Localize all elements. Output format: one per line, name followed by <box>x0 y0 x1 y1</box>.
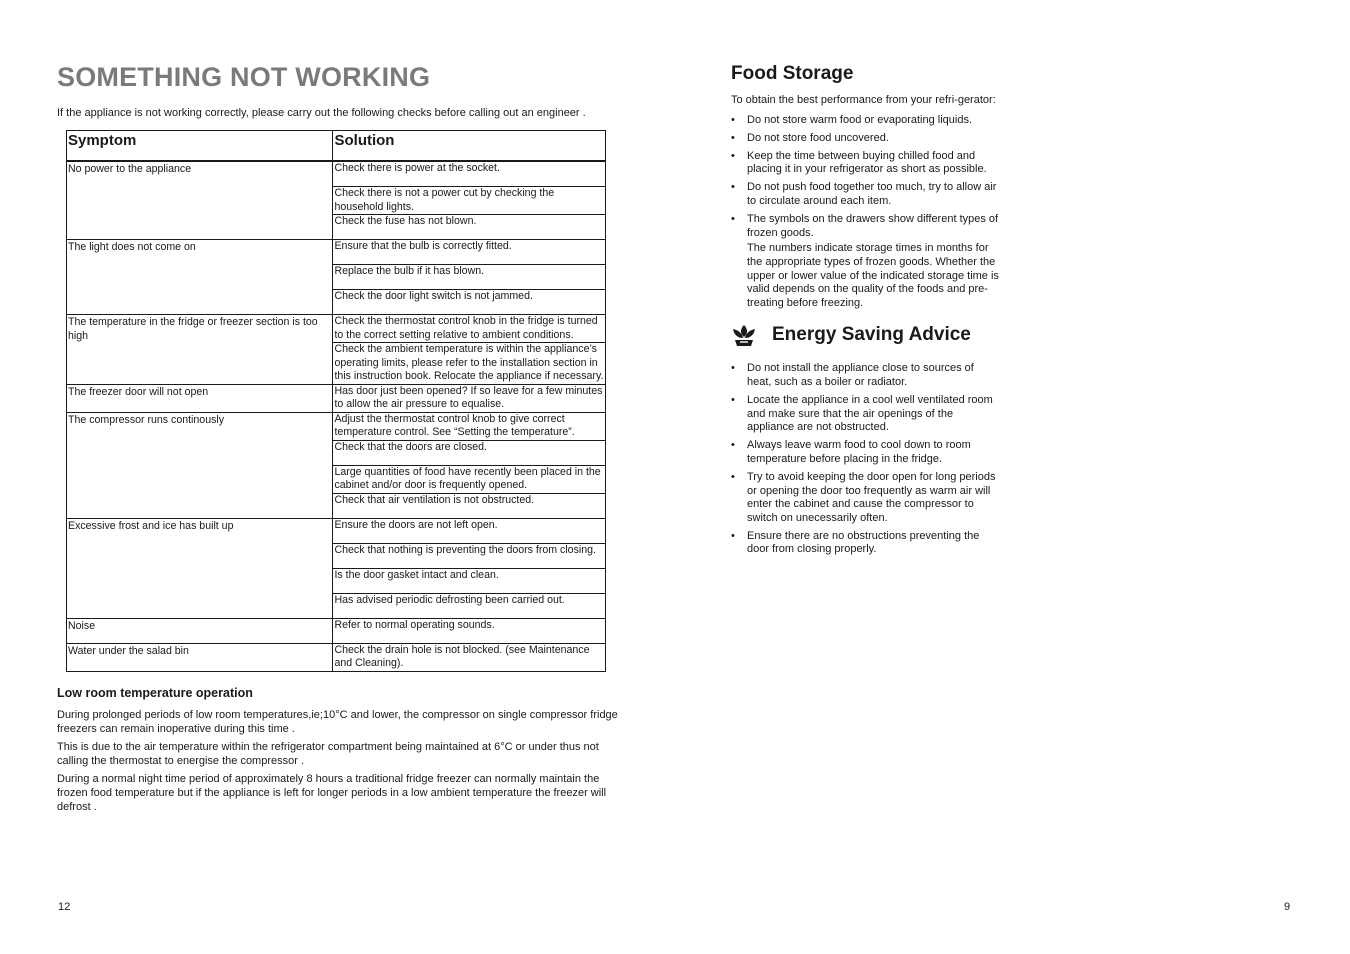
solution-cell <box>333 412 606 518</box>
eco-flower-icon <box>731 322 757 348</box>
storage-times-note: The numbers indicate storage times in months for the appropriate types of frozen goods. Whether the upper or lower value of the indicated storage time is valid depends on the quality of the foods and pre-treating before freezing. <box>747 242 999 309</box>
solution-item: Is the door gasket intact and clean. <box>333 569 605 594</box>
symptom-cell: The freezer door will not open <box>67 384 333 412</box>
low-temp-heading: Low room temperature operation <box>57 685 253 700</box>
table-row <box>67 643 606 671</box>
energy-title: Energy Saving Advice <box>772 324 971 346</box>
solution-item: Ensure the doors are not left open. <box>333 519 605 544</box>
solution-cell <box>333 618 606 643</box>
page-title: SOMETHING NOT WORKING <box>57 62 431 92</box>
solution-item: Check the door light switch is not jammed. <box>334 290 533 302</box>
food-storage-title: Food Storage <box>731 63 854 84</box>
solution-header: Solution <box>333 131 606 162</box>
table-row <box>67 161 606 240</box>
symptom-cell: Excessive frost and ice has built up <box>67 518 333 618</box>
list-item: • Do not store food uncovered. <box>731 131 889 144</box>
symptom-cell: No power to the appliance <box>67 161 333 240</box>
solution-cell <box>333 161 606 240</box>
food-storage-list <box>731 114 1001 241</box>
symptom-header: Symptom <box>67 131 333 162</box>
symptom-cell: The temperature in the fridge or freezer section is too high <box>67 315 333 385</box>
right-page <box>731 62 1001 562</box>
table-row <box>67 412 606 518</box>
solution-item: Check that the doors are closed. <box>333 441 605 466</box>
solution-item: Check the fuse has not blown. <box>334 215 477 227</box>
symptom-cell: Noise <box>67 618 333 643</box>
table-header-row <box>67 131 606 162</box>
table-row <box>67 315 606 385</box>
low-temp-paragraph: This is due to the air temperature within the refrigerator compartment being maintained at 6°C or under thus not calling the thermostat to energise the compressor . <box>57 740 599 767</box>
table-row <box>67 518 606 618</box>
symptom-cell: The compressor runs continously <box>67 412 333 518</box>
solution-cell <box>333 240 606 315</box>
list-item: • Keep the time between buying chilled food and placing it in your refrigerator as short as possible. <box>731 149 987 176</box>
energy-list <box>731 362 1001 557</box>
solution-item: Ensure that the bulb is correctly fitted. <box>333 240 605 265</box>
table-body <box>67 161 606 671</box>
list-item: • Locate the appliance in a cool well ventilated room and make sure that the air openings of the appliance are not obstructed. <box>731 394 993 434</box>
symptom-cell: Water under the salad bin <box>67 643 333 671</box>
list-item: • The symbols on the drawers show different types of frozen goods. <box>731 213 999 239</box>
table-row <box>67 240 606 315</box>
solution-item: Check the drain hole is not blocked. (see Maintenance and Cleaning). <box>334 643 590 669</box>
intro-text: If the appliance is not working correctly, please carry out the following checks before calling out an engineer . <box>57 107 586 119</box>
symptom-cell: The light does not come on <box>67 240 333 315</box>
low-temp-paragraph: During prolonged periods of low room temperatures,ie;10°C and lower, the compressor on single compressor fridge freezers can remain inoperative during this time . <box>57 708 618 735</box>
list-item: • Ensure there are no obstructions preventing the door from closing properly. <box>731 529 980 556</box>
troubleshooting-table <box>66 130 606 672</box>
energy-heading <box>731 322 1001 348</box>
solution-item: Large quantities of food have recently been placed in the cabinet and/or door is frequently opened. <box>333 466 605 494</box>
solution-item: Check the thermostat control knob in the fridge is turned to the correct setting relative to ambient conditions. <box>333 315 605 343</box>
solution-item: Adjust the thermostat control knob to give correct temperature control. See “Setting the temperature”. <box>333 413 605 441</box>
solution-item: Check the ambient temperature is within the appliance’s operating limits, please refer to the installation section in this instruction book. Relocate the appliance if necessary. <box>334 343 604 382</box>
list-item: • Do not install the appliance close to sources of heat, such as a boiler or radiator. <box>731 362 974 388</box>
solution-item: Replace the bulb if it has blown. <box>333 265 605 290</box>
solution-item: Refer to normal operating sounds. <box>334 618 495 631</box>
list-item: • Do not store warm food or evaporating liquids. <box>731 113 973 126</box>
low-temp-paragraph: During a normal night time period of approximately 8 hours a traditional fridge freezer can normally maintain the frozen food temperature but if the appliance is left for longer periods in a low ambient temperature the freezer will defrost . <box>57 772 607 813</box>
solution-cell <box>333 384 606 412</box>
solution-item: Has advised periodic defrosting been carried out. <box>334 593 565 606</box>
page-number-left: 12 <box>58 901 71 913</box>
solution-item: Check that air ventilation is not obstructed. <box>334 493 535 506</box>
list-item: • Try to avoid keeping the door open for long periods or opening the door too frequently as warm air will enter the cabinet and cause the compressor to switch on unecessarily often. <box>731 470 996 524</box>
food-storage-intro: To obtain the best performance from your refri-gerator: <box>731 94 996 106</box>
solution-item: Check that nothing is preventing the doors from closing. <box>333 544 605 569</box>
page-number-right: 9 <box>1284 901 1291 913</box>
list-item: • Always leave warm food to cool down to room temperature before placing in the fridge. <box>731 439 971 465</box>
table-row <box>67 618 606 643</box>
solution-item: Check there is not a power cut by checking the household lights. <box>333 187 605 215</box>
solution-item: Check there is power at the socket. <box>333 162 605 187</box>
list-item: • Do not push food together too much, try to allow air to circulate around each item. <box>731 181 997 208</box>
solution-cell <box>333 315 606 385</box>
table-row <box>67 384 606 412</box>
solution-cell <box>333 518 606 618</box>
left-page <box>57 60 619 818</box>
solution-item: Has door just been opened? If so leave for a few minutes to allow the air pressure to equalise. <box>334 384 603 410</box>
solution-cell <box>333 643 606 671</box>
